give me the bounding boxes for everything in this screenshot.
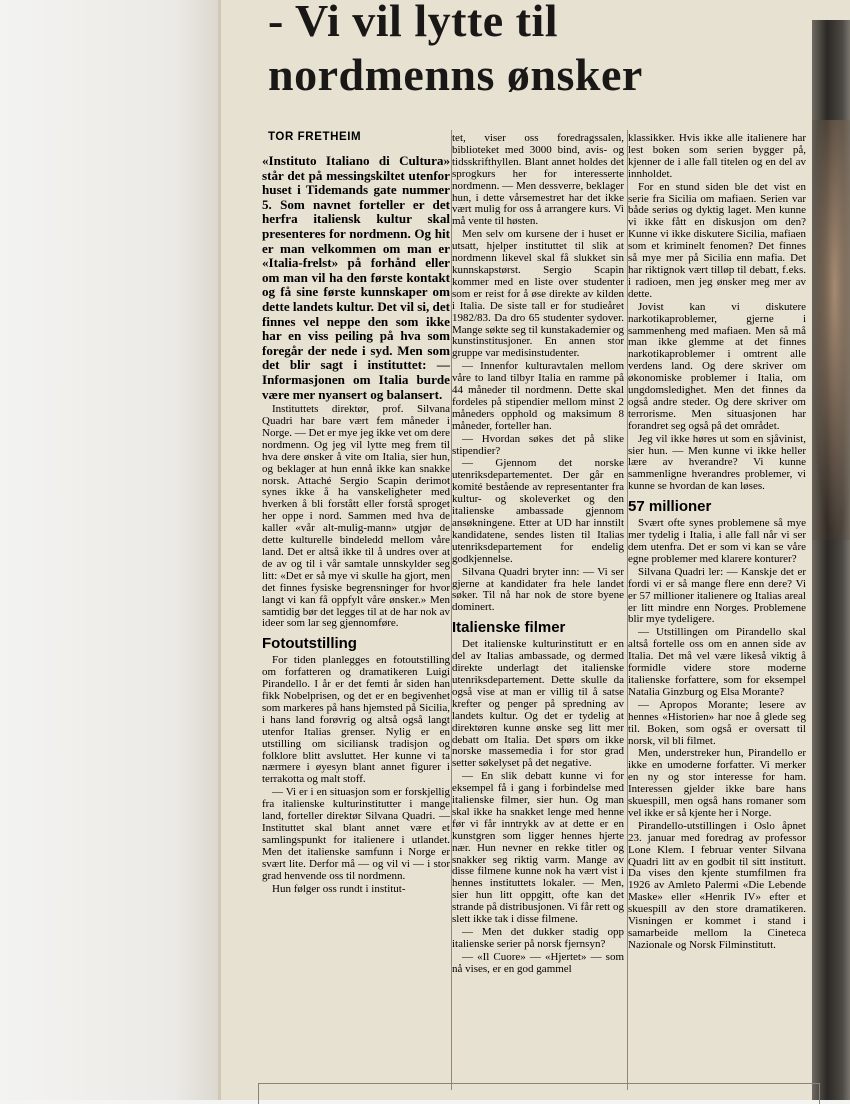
- paragraph: Hun følger oss rundt i institut-: [272, 882, 406, 895]
- paragraph: Det italienske kulturinstitutt er en del av Italias ambassade, og dermed direkte underlagt det italienske utenriksdepartement. Dette skulle da også vise at man er villig til å satse krefter og penger på spredning av landets kultur. Og det er tydelig at direktøren kunne ønske seg litt mer debatt om Italia. Det spørs om ikke norske massemedia i for stor grad setter søkelyset på det negative.: [452, 638, 624, 770]
- paragraph: — Vi er i en situasjon som er forskjellig fra italienske kulturinstitutter i mange land, forteller direktør Silvana Quadri. — Instituttet skal blant annet være et samlingspunkt for italienere i utlandet. Men det italienske samfunn i Norge er svært lite. Derfor må — og vil vi — i stor grad henvende oss til nordmenn.: [262, 786, 450, 882]
- paragraph: Men, understreker hun, Pirandello er ikke en umoderne forfatter. Vi merker en ny og stor interesse for ham. Interessen gjelder ikke bare hans skuespill, men også hans romaner som vel ikke er så kjente her i Norge.: [628, 747, 806, 819]
- paragraph: Jeg vil ikke høres ut som en sjåvinist, sier hun. — Men kunne vi ikke heller lære av hverandre? Vi kunne sammenligne hverandres problemer, vi kunne se hvordan de kan løses.: [628, 432, 806, 493]
- photo-edge-image-detail: [812, 120, 850, 540]
- subheading-fotoutstilling: Fotoutstilling: [262, 635, 357, 653]
- headline-line-2: nordmenns ønsker: [268, 49, 643, 100]
- paragraph: Pirandello-utstillingen i Oslo åpnet 23. januar med foredrag av professor Lone Klem. I februar venter Silvana Quadri litt av en godbit til sitt institutt. Da vises den kjente stumfilmen fra 1926 av Amleto Palermi «Die Lebende Maske» eller «Henrik IV» efter et skuespill av den store dramatikeren. Visningen er kommet i stand i samarbeide mellom la Cineteca Nazionale og Norsk Filminstitutt.: [628, 819, 806, 951]
- paragraph: — «Il Cuore» — «Hjertet» — som nå vises, er en god gammel: [452, 950, 624, 975]
- paragraph: — Apropos Morante; lesere av hennes «Historien» har noe å glede seg til. Boken, som også er oversatt til norsk, vil bli filmet.: [628, 698, 806, 747]
- paragraph: Instituttets direktør, prof. Silvana Quadri har bare vært fem måneder i Norge. — Det er mye jeg ikke vet om dere nordmenn. Og jeg vil lytte meg frem til hva dere ønsker å vite om Italia, sier hun, og beklager at hun ennå ikke kan snakke norsk. Attaché Sergio Scapin derimot synes ikke å ha vanskeligheter med hverken å bli forstått eller forstå sproget her oppe i nord. Sammen med hva de kaller «vår alt-mulig-mann» utgjør de dette kulturelle bindeledd mellom våre land. Det er altså ikke til å undres over at de av og til i vår samtale unnskylder seg litt: «Det er så mye vi skulle ha gjort, men det finnes fysiske begrensninger for hvor langt vi kan få oppfylt våre ønsker.» Men samtidig bør det legges til at de har nok av ideer som lar seg gjennomføre.: [262, 403, 450, 630]
- subheading-italienske-filmer: Italienske filmer: [452, 619, 566, 637]
- paragraph: Men selv om kursene der i huset er utsatt, hjelper instituttet til slik at nordmenn likevel skal få slukket sin kunnskapstørst. Sergio Scapin kommer med en liste over studenter som er reist for å øse direkte av kilden i Italia. De siste tall er for studieåret 1982/83. Da dro 65 studenter sydover. Mange søkte seg til kunstakademier og kunstinstitusjoner. En annen stor gruppe var medisinstudenter.: [452, 228, 624, 360]
- paragraph: — Hvordan søkes det på slike stipendier?: [452, 432, 624, 457]
- paragraph: Silvana Quadri bryter inn: — Vi ser gjerne at kandidater fra hele landet søker. Til nå har nok de store byene dominert.: [452, 565, 624, 614]
- paragraph: Silvana Quadri ler: — Kanskje det er fordi vi er så mange flere enn dere? Vi er 57 millioner italienere og Italias areal er litt mindre enn Norges. Problemene blir mye tydeligere.: [628, 565, 806, 626]
- paragraph: Svært ofte synes problemene så mye mer tydelig i Italia, i alle fall når vi ser dem utenfra. Det er som vi kan se våre egne problemer med klarere konturer?: [628, 517, 806, 565]
- headline-line-1: - Vi vil lytte til: [268, 0, 559, 46]
- scan-background-margin: [0, 0, 218, 1100]
- paragraph: — En slik debatt kunne vi for eksempel få i gang i forbindelse med italienske filmer, sier hun. Og man skal ikke ha snakket lenge med henne før vi får inntrykk av at dette er en kunstgren som ligger hennes hjerte nær. Hun nevner en rekke titler og snakker seg riktig varm. Mange av disse filmene kunne nok ha vært vist i hennes instituttets lokaler. — Men, sier hun litt oppgitt, ofte kan det strande på distribusjonen. Vi får rett og slett ikke tak i disse filmene.: [452, 770, 624, 926]
- article-column-1: [262, 154, 450, 896]
- bottom-frame-line: [258, 1083, 820, 1104]
- subheading-57-millioner: 57 millioner: [628, 498, 712, 516]
- paragraph: — Men det dukker stadig opp italienske serier på norsk fjernsyn?: [452, 926, 624, 950]
- paragraph: — Gjennom det norske utenriksdepartementet. Der går en komité bestående av representanter fra kultur- og skoleverket og den italienske ambassade gjennom ansøkningene. Etter at UD har innstilt kandidatene, sendes listen til Italias utenriksdepartement for endelig godkjennelse.: [452, 457, 624, 565]
- article-column-3: [628, 133, 806, 953]
- paragraph: klassikker. Hvis ikke alle italienere har lest boken som serien bygger på, kjenner de i alle fall titelen og en del av innholdet.: [628, 132, 806, 180]
- paragraph: — Innenfor kulturavtalen mellom våre to land tilbyr Italia en ramme på 44 måneder til nordmenn. Dette skal fordeles på stipendier mellom minst 2 måneders opphold og maksimum 8 måneder, forteller han.: [452, 360, 624, 432]
- article-headline: [268, 0, 828, 102]
- byline: TOR FRETHEIM: [268, 131, 362, 143]
- paragraph: tet, viser oss foredragssalen, biblioteket med 3000 bind, avis- og tidsskrifthyllen. Blant annet holdes det sprogkurs her for interesserte nordmenn. — Men dessverre, beklager hun, i dette vårsemestret har det ikke vært mulig for oss å arrangere kurs. Vi må vente til høsten.: [452, 132, 624, 228]
- lead-paragraph: «Instituto Italiano di Cultura» står det på messingskiltet utenfor huset i Tidemands gate nummer 5. Som navnet forteller er det herfra italiensk kultur skal presenteres for nordmenn. Og hit er man velkommen om man er «Italia-frelst» på forhånd eller om man vil ha den første kontakt og få sine første kunnskaper om dette landets kultur. Det vil si, det finnes vel neppe den som ikke har en viss peiling på hva som foregår der nede i syd. Men som det blir sagt i instituttet: — Informasjonen om Italia burde være mer nyansert og balansert.: [262, 153, 450, 402]
- paragraph: For en stund siden ble det vist en serie fra Sicilia om mafiaen. Serien var både seriøs og dyktig laget. Men kunne vi ikke fått en diskusjon om den? Kunne vi ikke diskutere Sicilia, mafiaen som et kriminelt fenomen? Det finnes så mye mer på Sicilia enn mafia. Det har riktignok vært tilløp til debatt, f.eks. i radioen, men jeg ønsker meg mer av dette.: [628, 180, 806, 300]
- paragraph: Jovist kan vi diskutere narkotikaproblemer, gjerne i sammenheng med mafiaen. Men så må man ikke glemme at det finnes narkotikaproblemer i omtrent alle verdens land. Og dere skriver om økonomiske problemer i Italia, om ungdomsledighet. Men det finnes da også andre steder. Og dere skriver om terrorisme. Men situasjonen har forandret seg også på det området.: [628, 300, 806, 432]
- clipping-edge: [218, 0, 221, 1100]
- paragraph: — Utstillingen om Pirandello skal altså fortelle oss om en annen side av Italia. Det må vel være likeså viktig å formidle videre store moderne italienske forfattere, som for eksempel Natalia Ginzburg og Elsa Morante?: [628, 626, 806, 698]
- article-column-2: [452, 133, 624, 977]
- paragraph: For tiden planlegges en fotoutstilling om forfatteren og dramatikeren Luigi Pirandello. I år er det femti år siden han fikk Nobelprisen, og det er en begivenhet som markeres på hans hjemsted på Sicilia, i hans land forøvrig og altså også langt utenfor Italias grenser. Nylig er en utstilling om siciliansk tradisjon og folklore blitt avsluttet. Her kunne vi ta nærmere i øyesyn blant annet figurer i terrakotta og malt stoff.: [262, 654, 450, 786]
